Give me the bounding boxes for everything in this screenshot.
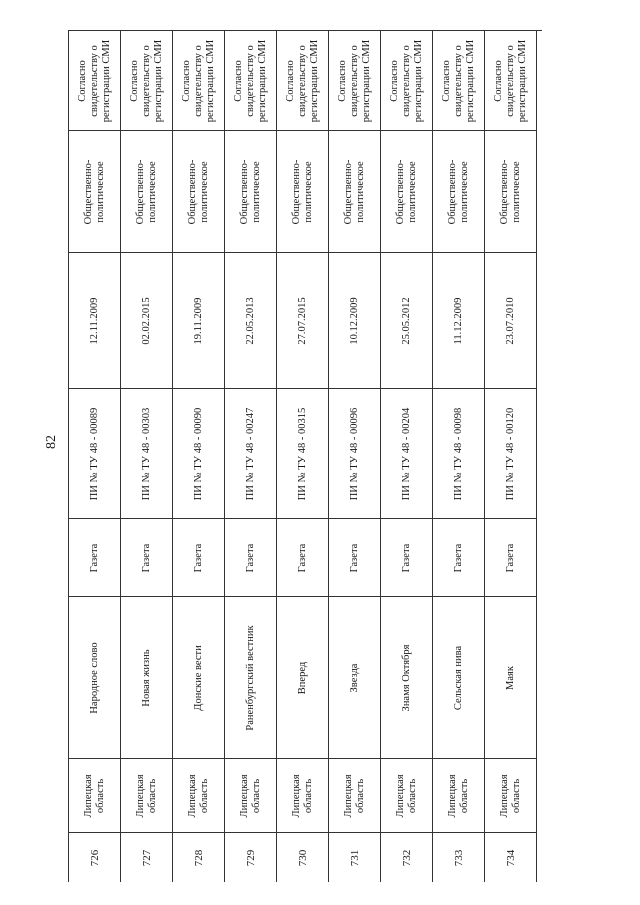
topic-line: Общественно- <box>134 159 146 224</box>
date-cell <box>277 253 328 389</box>
region-text <box>239 762 263 830</box>
registration-text: ПИ № ТУ 48 - 00247 <box>244 407 256 500</box>
number-cell <box>121 833 172 883</box>
region-text <box>499 762 523 830</box>
topic-line: политическое <box>94 160 106 223</box>
basis-text <box>441 34 477 128</box>
topic-line: Общественно- <box>446 159 458 224</box>
topic-text <box>499 134 523 250</box>
topic-text <box>135 134 159 250</box>
type-text: Газета <box>296 543 308 572</box>
table-row <box>277 31 329 882</box>
region-line: область <box>146 778 158 813</box>
type-text: Газета <box>452 543 464 572</box>
basis-cell <box>173 31 224 131</box>
topic-line: политическое <box>250 160 262 223</box>
type-text: Газета <box>140 543 152 572</box>
number-cell <box>225 833 276 883</box>
name-cell <box>225 597 276 759</box>
basis-line: Согласно <box>180 59 192 102</box>
type-cell <box>277 519 328 597</box>
region-line: Липецкая <box>238 773 250 818</box>
basis-line: свидетельству о <box>192 44 204 117</box>
basis-line: Согласно <box>232 59 244 102</box>
basis-line: Согласно <box>284 59 296 102</box>
number-text: 730 <box>296 849 309 867</box>
basis-line: регистрации СМИ <box>360 39 372 122</box>
number-cell <box>381 833 432 883</box>
name-cell <box>485 597 536 759</box>
type-cell <box>381 519 432 597</box>
topic-text <box>239 134 263 250</box>
date-text: 19.11.2009 <box>192 297 204 344</box>
type-text: Газета <box>192 543 204 572</box>
basis-line: регистрации СМИ <box>204 39 216 122</box>
date-text: 27.07.2015 <box>296 296 308 345</box>
registration-cell <box>277 389 328 519</box>
region-text <box>447 762 471 830</box>
number-cell <box>173 833 224 883</box>
registration-cell <box>433 389 484 519</box>
table-row <box>121 31 173 882</box>
basis-text <box>337 34 373 128</box>
name-text: Вперед <box>296 661 308 694</box>
registration-cell <box>69 389 120 519</box>
topic-text <box>187 134 211 250</box>
topic-cell <box>329 131 380 253</box>
basis-line: свидетельству о <box>88 44 100 117</box>
number-text: 733 <box>452 849 465 867</box>
table-row <box>329 31 381 882</box>
topic-cell <box>277 131 328 253</box>
registration-cell <box>485 389 536 519</box>
basis-line: свидетельству о <box>296 44 308 117</box>
basis-text <box>181 34 217 128</box>
region-cell <box>329 759 380 833</box>
topic-line: политическое <box>510 160 522 223</box>
media-registry-table <box>68 30 542 882</box>
date-text: 25.05.2012 <box>400 296 412 345</box>
registration-cell <box>381 389 432 519</box>
topic-cell <box>69 131 120 253</box>
type-text: Газета <box>88 543 100 572</box>
number-text: 731 <box>348 849 361 867</box>
topic-cell <box>225 131 276 253</box>
date-cell <box>121 253 172 389</box>
name-text: Знамя Октября <box>400 644 412 711</box>
type-cell <box>121 519 172 597</box>
basis-cell <box>485 31 536 131</box>
date-cell <box>381 253 432 389</box>
date-cell <box>225 253 276 389</box>
registration-text: ПИ № ТУ 48 - 00204 <box>400 407 412 500</box>
table-row <box>381 31 433 882</box>
page-number: 82 <box>44 435 59 449</box>
basis-text <box>129 34 165 128</box>
date-text: 12.11.2009 <box>88 297 100 344</box>
registration-text: ПИ № ТУ 48 - 00090 <box>192 407 204 500</box>
name-text: Донские вести <box>192 644 204 711</box>
basis-line: Согласно <box>336 59 348 102</box>
topic-line: Общественно- <box>290 159 302 224</box>
number-text: 726 <box>88 849 101 867</box>
region-line: область <box>302 778 314 813</box>
region-text <box>135 762 159 830</box>
region-cell <box>173 759 224 833</box>
basis-cell <box>329 31 380 131</box>
name-cell <box>121 597 172 759</box>
date-text: 02.02.2015 <box>140 296 152 345</box>
name-cell <box>69 597 120 759</box>
region-cell <box>277 759 328 833</box>
number-text: 729 <box>244 849 257 867</box>
table-row <box>485 31 537 882</box>
basis-line: свидетельству о <box>452 44 464 117</box>
date-cell <box>329 253 380 389</box>
region-line: Липецкая <box>498 773 510 818</box>
type-cell <box>485 519 536 597</box>
basis-line: свидетельству о <box>140 44 152 117</box>
registration-cell <box>173 389 224 519</box>
number-cell <box>433 833 484 883</box>
date-cell <box>485 253 536 389</box>
region-line: область <box>406 778 418 813</box>
region-cell <box>433 759 484 833</box>
name-cell <box>329 597 380 759</box>
basis-line: регистрации СМИ <box>308 39 320 122</box>
region-line: область <box>198 778 210 813</box>
type-cell <box>329 519 380 597</box>
basis-line: Согласно <box>128 59 140 102</box>
basis-text <box>233 34 269 128</box>
date-cell <box>433 253 484 389</box>
region-line: Липецкая <box>290 773 302 818</box>
topic-line: политическое <box>302 160 314 223</box>
topic-line: Общественно- <box>342 159 354 224</box>
basis-line: регистрации СМИ <box>152 39 164 122</box>
table-row <box>69 31 121 882</box>
type-text: Газета <box>504 543 516 572</box>
number-text: 734 <box>504 849 517 867</box>
region-line: Липецкая <box>82 773 94 818</box>
number-text: 727 <box>140 849 153 867</box>
type-cell <box>69 519 120 597</box>
name-text: Новая жизнь <box>140 648 152 707</box>
region-cell <box>69 759 120 833</box>
type-text: Газета <box>244 543 256 572</box>
number-cell <box>329 833 380 883</box>
type-cell <box>433 519 484 597</box>
registration-text: ПИ № ТУ 48 - 00098 <box>452 407 464 500</box>
basis-line: Согласно <box>388 59 400 102</box>
table-row <box>225 31 277 882</box>
number-text: 728 <box>192 849 205 867</box>
basis-text <box>389 34 425 128</box>
registration-text: ПИ № ТУ 48 - 00315 <box>296 407 308 500</box>
date-text: 10.12.2009 <box>348 296 360 345</box>
region-line: Липецкая <box>394 773 406 818</box>
number-cell <box>485 833 536 883</box>
basis-cell <box>225 31 276 131</box>
registration-text: ПИ № ТУ 48 - 00303 <box>140 407 152 500</box>
basis-line: регистрации СМИ <box>100 39 112 122</box>
basis-line: регистрации СМИ <box>516 39 528 122</box>
name-cell <box>277 597 328 759</box>
basis-line: Согласно <box>440 59 452 102</box>
topic-text <box>83 134 107 250</box>
basis-line: свидетельству о <box>244 44 256 117</box>
topic-line: политическое <box>354 160 366 223</box>
number-text: 732 <box>400 849 413 867</box>
table-row <box>433 31 485 882</box>
date-text: 23.07.2010 <box>504 296 516 345</box>
topic-cell <box>121 131 172 253</box>
topic-cell <box>485 131 536 253</box>
registration-cell <box>225 389 276 519</box>
region-line: Липецкая <box>186 773 198 818</box>
topic-line: Общественно- <box>498 159 510 224</box>
topic-text <box>343 134 367 250</box>
region-text <box>343 762 367 830</box>
type-cell <box>225 519 276 597</box>
basis-line: свидетельству о <box>504 44 516 117</box>
region-cell <box>485 759 536 833</box>
registration-text: ПИ № ТУ 48 - 00120 <box>504 407 516 500</box>
region-line: область <box>458 778 470 813</box>
topic-cell <box>173 131 224 253</box>
region-line: Липецкая <box>134 773 146 818</box>
topic-cell <box>433 131 484 253</box>
name-text: Маяк <box>504 665 516 690</box>
registration-text: ПИ № ТУ 48 - 00096 <box>348 407 360 500</box>
registration-cell <box>329 389 380 519</box>
basis-cell <box>433 31 484 131</box>
region-line: область <box>510 778 522 813</box>
basis-line: свидетельству о <box>400 44 412 117</box>
region-text <box>83 762 107 830</box>
basis-line: регистрации СМИ <box>256 39 268 122</box>
basis-line: регистрации СМИ <box>412 39 424 122</box>
region-line: Липецкая <box>446 773 458 818</box>
topic-line: политическое <box>458 160 470 223</box>
region-line: область <box>94 778 106 813</box>
topic-line: Общественно- <box>394 159 406 224</box>
date-text: 11.12.2009 <box>452 297 464 344</box>
region-cell <box>121 759 172 833</box>
basis-cell <box>277 31 328 131</box>
date-cell <box>173 253 224 389</box>
name-text: Звезда <box>348 663 360 692</box>
basis-text <box>493 34 529 128</box>
region-text <box>187 762 211 830</box>
name-text: Раненбургский вестник <box>244 624 256 731</box>
date-text: 22.05.2013 <box>244 296 256 345</box>
registration-text: ПИ № ТУ 48 - 00089 <box>88 407 100 500</box>
type-text: Газета <box>400 543 412 572</box>
basis-line: Согласно <box>76 59 88 102</box>
topic-line: политическое <box>146 160 158 223</box>
basis-text <box>77 34 113 128</box>
topic-text <box>447 134 471 250</box>
date-cell <box>69 253 120 389</box>
name-text: Сельская нива <box>452 645 464 710</box>
basis-line: Согласно <box>492 59 504 102</box>
topic-line: политическое <box>406 160 418 223</box>
topic-line: Общественно- <box>238 159 250 224</box>
number-cell <box>277 833 328 883</box>
name-text: Народное слово <box>88 641 100 714</box>
name-cell <box>173 597 224 759</box>
basis-text <box>285 34 321 128</box>
number-cell <box>69 833 120 883</box>
topic-line: политическое <box>198 160 210 223</box>
region-cell <box>225 759 276 833</box>
region-text <box>291 762 315 830</box>
topic-text <box>291 134 315 250</box>
type-text: Газета <box>348 543 360 572</box>
region-line: Липецкая <box>342 773 354 818</box>
topic-cell <box>381 131 432 253</box>
basis-cell <box>69 31 120 131</box>
region-line: область <box>354 778 366 813</box>
basis-line: свидетельству о <box>348 44 360 117</box>
table-row <box>173 31 225 882</box>
topic-line: Общественно- <box>186 159 198 224</box>
topic-line: Общественно- <box>82 159 94 224</box>
basis-cell <box>381 31 432 131</box>
basis-line: регистрации СМИ <box>464 39 476 122</box>
name-cell <box>381 597 432 759</box>
basis-cell <box>121 31 172 131</box>
region-text <box>395 762 419 830</box>
registration-cell <box>121 389 172 519</box>
region-cell <box>381 759 432 833</box>
region-line: область <box>250 778 262 813</box>
type-cell <box>173 519 224 597</box>
topic-text <box>395 134 419 250</box>
name-cell <box>433 597 484 759</box>
